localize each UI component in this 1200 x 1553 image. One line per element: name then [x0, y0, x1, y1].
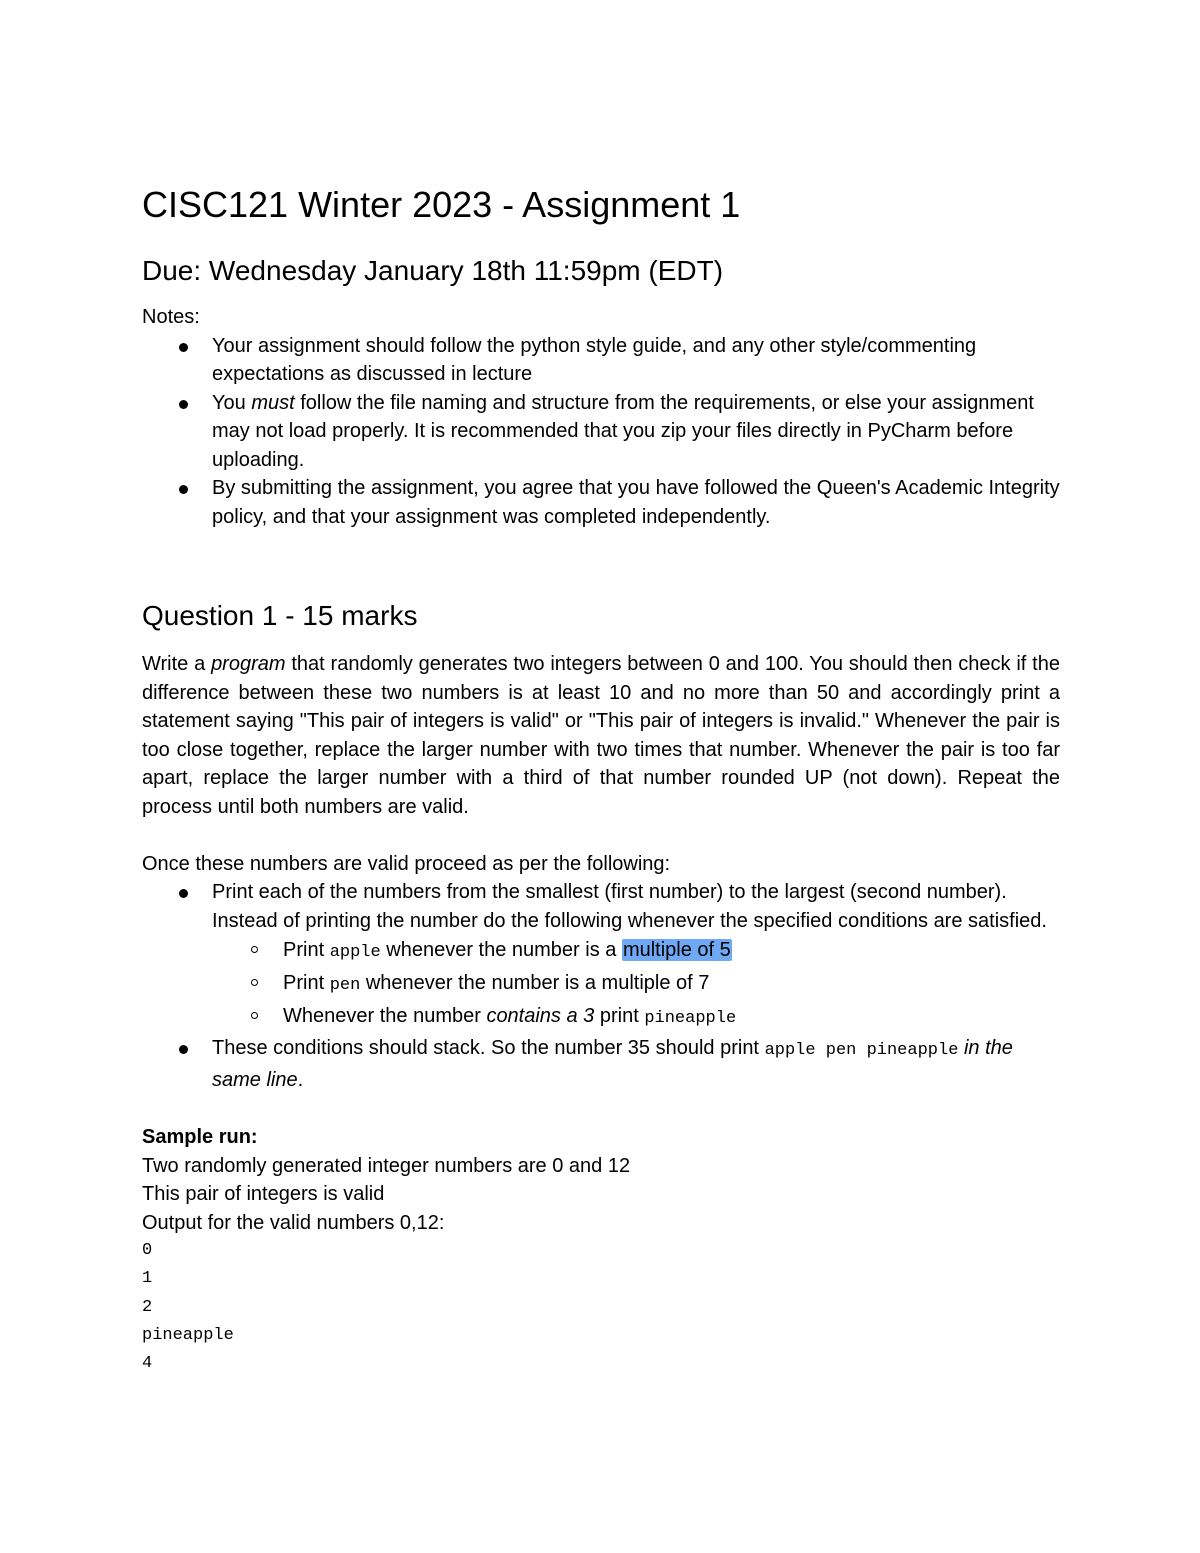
output-line: 0 [142, 1241, 153, 1260]
due-date-heading: Due: Wednesday January 18th 11:59pm (EDT) [142, 255, 724, 286]
instruction-text: Print each of the numbers from the smallest (first number) to the largest (second number). Instead of printing the number do the following whenever the specified conditions are satisfied. [212, 881, 1047, 932]
note-text: follow the file naming and structure from the requirements, or else your assignment may not load properly. It is recommended that you zip your files directly in PyCharm before uploading. [212, 391, 1034, 471]
condition-pineapple [283, 1001, 1060, 1034]
note-file-naming [212, 389, 1060, 475]
code-apple: apple [329, 943, 381, 962]
condition-apple [283, 935, 1060, 968]
sample-line: Output for the valid numbers 0,12: [142, 1211, 445, 1234]
output-line: pineapple [142, 1325, 234, 1345]
instruction-text: These conditions should stack. So the number 35 should print [212, 1037, 765, 1059]
code-apple-pen-pineapple: apple pen pineapple [764, 1041, 959, 1060]
intro-text: that randomly generates two integers between 0 and 100. You should then check if the difference between these two numbers is at least 10 and no more than 50 and accordingly print a statement saying "This pair of integers is valid" or "This pair of integers is invalid." Whenever the pair is too close together, replace the larger number with two times that number. Whenever the pair is too far apart, replace the larger number with a third of that number rounded UP (not down). Repeat the process until both numbers are valid. [142, 653, 1060, 818]
note-text: By submitting the assignment, you agree that you have followed the Queen's Academic Integrity policy, and that your assignment was completed independently. [212, 477, 1060, 528]
instruction-stacking [212, 1034, 1060, 1094]
instruction-print-numbers [212, 878, 1060, 1034]
highlighted-text[interactable]: multiple of 5 [622, 939, 731, 961]
instructions-list [142, 878, 1060, 1094]
condition-text: print [594, 1005, 645, 1027]
document-page [142, 183, 1060, 1378]
question-1-heading: Question 1 - 15 marks [142, 600, 418, 631]
condition-text: Whenever the number [283, 1005, 487, 1027]
intro-emphasis: program [211, 653, 286, 675]
note-academic-integrity [212, 474, 1060, 531]
conditions-list [212, 935, 1060, 1034]
output-line: 1 [142, 1269, 153, 1289]
condition-text: whenever the number is a [380, 939, 622, 961]
notes-label: Notes: [142, 306, 200, 328]
code-pineapple: pineapple [644, 1009, 737, 1028]
once-valid-text: Once these numbers are valid proceed as per the following: [142, 852, 671, 875]
condition-text: whenever the number is a multiple of 7 [360, 972, 710, 994]
condition-emphasis: contains a 3 [486, 1005, 595, 1027]
sample-line: This pair of integers is valid [142, 1183, 385, 1205]
sample-line: Two randomly generated integer numbers are 0 and 12 [142, 1154, 631, 1177]
document-title: CISC121 Winter 2023 - Assignment 1 [142, 184, 741, 225]
note-text: Your assignment should follow the python style guide, and any other style/commenting expectations as discussed in lecture [212, 334, 977, 385]
condition-text: Print [283, 939, 330, 961]
notes-list [142, 332, 1060, 532]
instruction-text: . [297, 1068, 304, 1091]
instruction-emphasis: in the same line [212, 1037, 1013, 1091]
note-style-guide [212, 332, 1060, 389]
note-emphasis: must [251, 391, 295, 414]
code-pen: pen [329, 976, 361, 995]
condition-text: Print [283, 972, 330, 994]
question-1-intro [142, 650, 1060, 821]
output-line: 2 [142, 1297, 153, 1317]
spacer [142, 1094, 1060, 1123]
intro-text: Write a [142, 653, 212, 675]
sample-run-label: Sample run: [142, 1126, 258, 1148]
note-text: You [212, 391, 252, 414]
output-line: 4 [142, 1354, 153, 1374]
spacer [142, 821, 1060, 850]
condition-pen [283, 968, 1060, 1001]
